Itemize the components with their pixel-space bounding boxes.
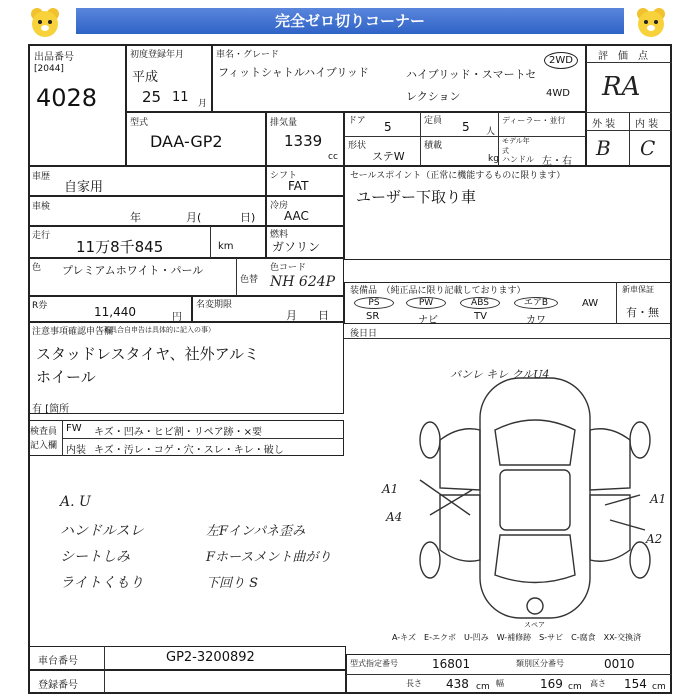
score-label: 評 価 点 xyxy=(598,51,648,62)
load-unit: kg xyxy=(488,154,499,164)
note-left-3: シートしみ xyxy=(60,549,130,565)
height-label: 高さ xyxy=(590,679,606,688)
fuel-value: ガソリン xyxy=(272,240,321,254)
diagram-a1-left: A1 xyxy=(382,482,399,496)
drive-4wd: 4WD xyxy=(546,88,570,99)
bear-mascot-left-icon xyxy=(28,6,62,38)
type-label: 型式指定番号 xyxy=(350,659,398,668)
capacity-unit: 人 xyxy=(486,127,496,137)
capacity-label: 定員 xyxy=(424,116,443,126)
inspector-label-2: 記入欄 xyxy=(30,441,58,451)
model-value: DAA-GP2 xyxy=(150,132,223,151)
diagram-a1-right: A1 xyxy=(650,492,667,506)
spare-label: スペア xyxy=(524,621,545,629)
caution-sub: （不具合自申告は具体的に記入の事） xyxy=(96,326,215,334)
inspector-row1: キズ・凹み・ヒビ割・リペア跡・×要 xyxy=(94,427,262,438)
first-reg-label: 初度登録年月 xyxy=(130,50,185,60)
height-value: 154 xyxy=(624,677,647,691)
displacement-label: 排気量 xyxy=(270,118,298,128)
length-unit: cm xyxy=(476,682,490,692)
equip-navi: ナビ xyxy=(418,315,438,326)
recycle-unit: 円 xyxy=(172,312,182,323)
shape-value: ステW xyxy=(372,150,405,163)
height-unit: cm xyxy=(652,682,666,692)
lot-sub: [2044] xyxy=(34,64,64,74)
doors-value: 5 xyxy=(384,120,392,134)
equip-leather: カワ xyxy=(526,315,546,326)
equip-aw: AW xyxy=(582,298,599,309)
name-change-day: 日 xyxy=(318,309,329,322)
warranty-label: 新車保証 xyxy=(622,285,654,294)
interior-score: C xyxy=(640,136,656,160)
inspection-label: 車検 xyxy=(32,202,51,212)
mileage-value: 11万8千845 xyxy=(76,238,164,256)
chassis-label: 車台番号 xyxy=(38,656,78,667)
name-change-label: 名変期限 xyxy=(196,300,233,310)
lot-label: 出品番号 xyxy=(34,52,74,63)
recycle-value: 11,440 xyxy=(94,305,136,319)
exterior-label: 外 装 xyxy=(592,119,616,130)
inspection-year-unit: 年 xyxy=(130,211,141,224)
handle-value: 左・右 xyxy=(542,156,572,167)
model-year-label: モデル年式 xyxy=(502,137,530,155)
equip-sr: SR xyxy=(366,311,380,322)
chassis-value: GP2-3200892 xyxy=(166,650,255,665)
drive-2wd: 2WD xyxy=(544,52,578,69)
mileage-unit: km xyxy=(218,241,234,252)
ac-value: AAC xyxy=(284,209,309,223)
note-left-1: A. U xyxy=(60,494,91,510)
equip-tv: TV xyxy=(474,311,487,322)
width-label: 幅 xyxy=(496,679,504,688)
handle-label: ハンドル xyxy=(502,155,534,164)
equipment-label: 装備品 （純正品に限り記載しております） xyxy=(350,286,526,296)
note-left-2: ハンドルスレ xyxy=(60,523,144,539)
first-reg-year: 25 xyxy=(142,88,162,106)
shift-label: シフト xyxy=(270,171,298,181)
banner-bar: 完全ゼロ切りコーナー xyxy=(76,8,624,34)
capacity-value: 5 xyxy=(462,120,470,134)
sales-point-label: セールスポイント（正常に機能するものに限ります） xyxy=(350,171,566,181)
equip-pw: PW xyxy=(406,297,446,309)
name-change-month: 月 xyxy=(286,309,297,322)
color-code-value: NH 624P xyxy=(270,274,336,290)
damage-legend: A-キズ E-エクボ U-凹み W-補修跡 S-サビ C-腐食 XX-交換済 xyxy=(392,633,642,642)
registration-label: 登録番号 xyxy=(38,680,78,691)
length-value: 438 xyxy=(446,677,469,691)
usage-label: 車歴 xyxy=(32,172,51,182)
sales-point-value: ユーザー下取り車 xyxy=(356,188,477,206)
diagram-a4-left: A4 xyxy=(386,510,403,524)
car-name: フィットシャトルハイブリッド xyxy=(218,66,369,79)
doors-label: ドア xyxy=(348,116,366,126)
diagram-a2-right: A2 xyxy=(646,532,663,546)
caution-text-2: ホイール xyxy=(36,368,96,386)
exterior-score: B xyxy=(596,136,611,160)
displacement-unit: cc xyxy=(328,152,338,162)
class-label: 類別区分番号 xyxy=(516,659,564,668)
inspector-row1-head: FW xyxy=(66,423,82,434)
class-value: 0010 xyxy=(604,657,635,671)
width-value: 169 xyxy=(540,677,563,691)
score-value: RA xyxy=(602,72,641,102)
interior-label: 内 装 xyxy=(635,119,659,130)
repair-label: 有 [箇所 xyxy=(32,404,70,415)
usage-value: 自家用 xyxy=(64,180,104,195)
length-label: 長さ xyxy=(406,679,422,688)
note-left-4: ライトくもり xyxy=(60,575,144,591)
shape-label: 形状 xyxy=(348,141,367,151)
first-reg-era: 平成 xyxy=(132,70,159,85)
lot-number: 4028 xyxy=(36,84,98,112)
inspection-month-unit: 月( xyxy=(186,211,202,224)
equip-ps: PS xyxy=(354,297,394,309)
ac-label: 冷房 xyxy=(270,201,289,211)
note-right-2: Fホースメント曲がり xyxy=(206,550,332,565)
width-unit: cm xyxy=(568,682,582,692)
diagram-note-top: バンレ キレ クルU4 xyxy=(450,368,550,381)
equip-abs: ABS xyxy=(460,297,500,309)
type-value: 16801 xyxy=(432,657,471,671)
caution-text-1: スタッドレスタイヤ、社外アルミ xyxy=(36,345,260,363)
header-banner xyxy=(16,4,684,40)
color-value: プレミアムホワイト・パール xyxy=(62,264,204,277)
after-day-label: 後日日 xyxy=(350,329,378,339)
displacement-value: 1339 xyxy=(284,132,323,150)
dealer-label: ディーラー・並行 xyxy=(502,116,566,125)
car-damage-diagram xyxy=(400,370,670,630)
color-change-label: 色替 xyxy=(240,275,259,285)
recycle-label: R券 xyxy=(32,301,48,311)
warranty-value: 有・無 xyxy=(626,306,659,319)
car-grade: ハイブリッド・スマートセレクション xyxy=(406,68,537,103)
mileage-label: 走行 xyxy=(32,231,51,241)
model-label: 型式 xyxy=(130,118,149,128)
bear-mascot-right-icon xyxy=(634,6,668,38)
first-reg-month: 11 xyxy=(172,90,189,105)
load-label: 積載 xyxy=(424,141,443,151)
inspection-box xyxy=(28,196,266,226)
note-right-3: 下回り S xyxy=(206,576,259,591)
inspector-row2: キズ・汚レ・コゲ・穴・スレ・キレ・破し xyxy=(94,445,284,456)
note-right-1: 左Fインパネ歪み xyxy=(206,524,306,539)
first-reg-month-unit: 月 xyxy=(198,99,208,109)
inspector-row2-head: 内装 xyxy=(66,445,86,456)
color-code-label: 色コード xyxy=(270,263,307,273)
shift-value: FAT xyxy=(288,179,309,193)
inspection-day-unit: 日) xyxy=(240,211,256,224)
color-label: 色 xyxy=(32,263,42,273)
inspector-label-1: 検査員 xyxy=(30,427,58,437)
fuel-label: 燃料 xyxy=(270,230,289,240)
equip-airbag: エアB xyxy=(514,297,558,309)
caution-label: 注意事項確認申告欄 xyxy=(32,327,114,337)
car-name-label: 車名・グレード xyxy=(216,50,280,60)
